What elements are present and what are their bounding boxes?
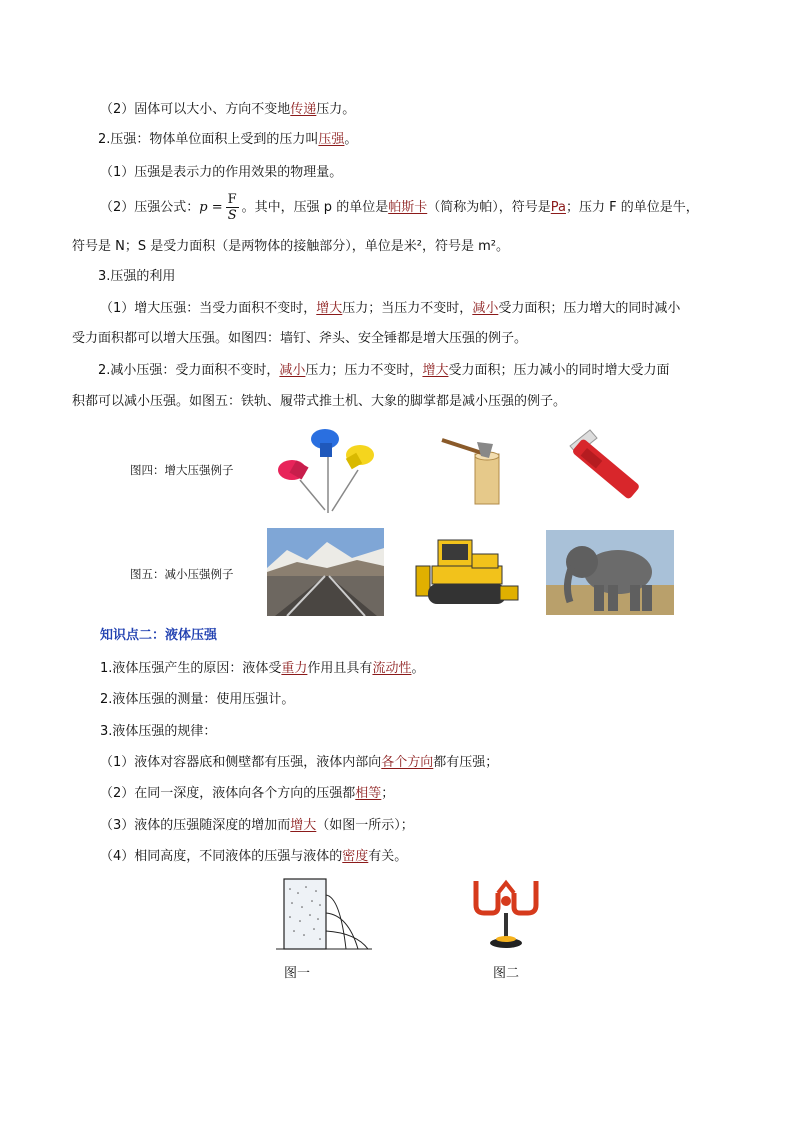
para-rule-4: （4）相同高度，不同液体的压强与液体的密度有关。: [100, 849, 408, 864]
para-pressure-def: 2.压强：物体单位面积上受到的压力叫压强。: [98, 132, 358, 147]
para-pressure-meaning: （1）压强是表示力的作用效果的物理量。: [100, 165, 343, 180]
fig4-caption: 图四：增大压强例子: [130, 463, 234, 477]
para-units: 符号是 N；S 是受力面积（是两物体的接触部分），单位是米²，符号是 m²。: [72, 239, 509, 254]
fig1-caption: 图一: [284, 966, 311, 981]
para-rule-1: （1）液体对容器底和侧壁都有压强，液体内部向各个方向都有压强；: [100, 755, 499, 770]
para-pressure-formula: （2）压强公式：p = $\frac{F}{S}$ 。其中，压强 p 的单位是帕斯卡（简称为帕），符号是Pa；压力 F 的单位是牛，: [100, 192, 699, 223]
axe-image: [437, 432, 507, 507]
liquid-container-diagram: [276, 875, 372, 953]
para-increase-pressure: （1）增大压强：当受力面积不变时，增大压力；当压力不变时，减小受力面积；压力增大的同时减小: [100, 301, 681, 316]
para-liquid-cause: 1.液体压强产生的原因：液体受重力作用且具有流动性。: [100, 661, 425, 676]
bulldozer-image: [410, 536, 522, 608]
para-liquid-rules: 3.液体压强的规律：: [100, 724, 217, 739]
fig5-caption: 图五：减小压强例子: [130, 567, 234, 581]
para-solid-transmit: （2）固体可以大小、方向不变地传递压力。: [100, 102, 356, 117]
para-liquid-measure: 2.液体压强的测量：使用压强计。: [100, 692, 295, 707]
para-decrease-examples: 积都可以减小压强。如图五：铁轨、履带式推土机、大象的脚掌都是减小压强的例子。: [72, 394, 567, 409]
pushpins-image: [270, 425, 385, 515]
pressure-gauge-apparatus: [468, 877, 544, 953]
safety-hammer-image: [565, 428, 660, 508]
railway-image: [267, 528, 384, 616]
elephant-image: [546, 530, 674, 615]
para-increase-examples: 受力面积都可以增大压强。如图四：墙钉、斧头、安全锤都是增大压强的例子。: [72, 331, 528, 346]
formula-fraction: $\frac{F}{S}$: [227, 192, 237, 223]
para-usage-heading: 3.压强的利用: [98, 269, 176, 284]
para-rule-3: （3）液体的压强随深度的增加而增大（如图一所示）；: [100, 818, 414, 833]
section-heading-liquid-pressure: 知识点二：液体压强: [100, 628, 218, 643]
para-rule-2: （2）在同一深度，液体向各个方向的压强都相等；: [100, 786, 395, 801]
fig2-caption: 图二: [493, 966, 520, 981]
para-decrease-pressure: 2.减小压强：受力面积不变时，减小压力；压力不变时，增大受力面积；压力减小的同时增大受力面: [98, 363, 670, 378]
